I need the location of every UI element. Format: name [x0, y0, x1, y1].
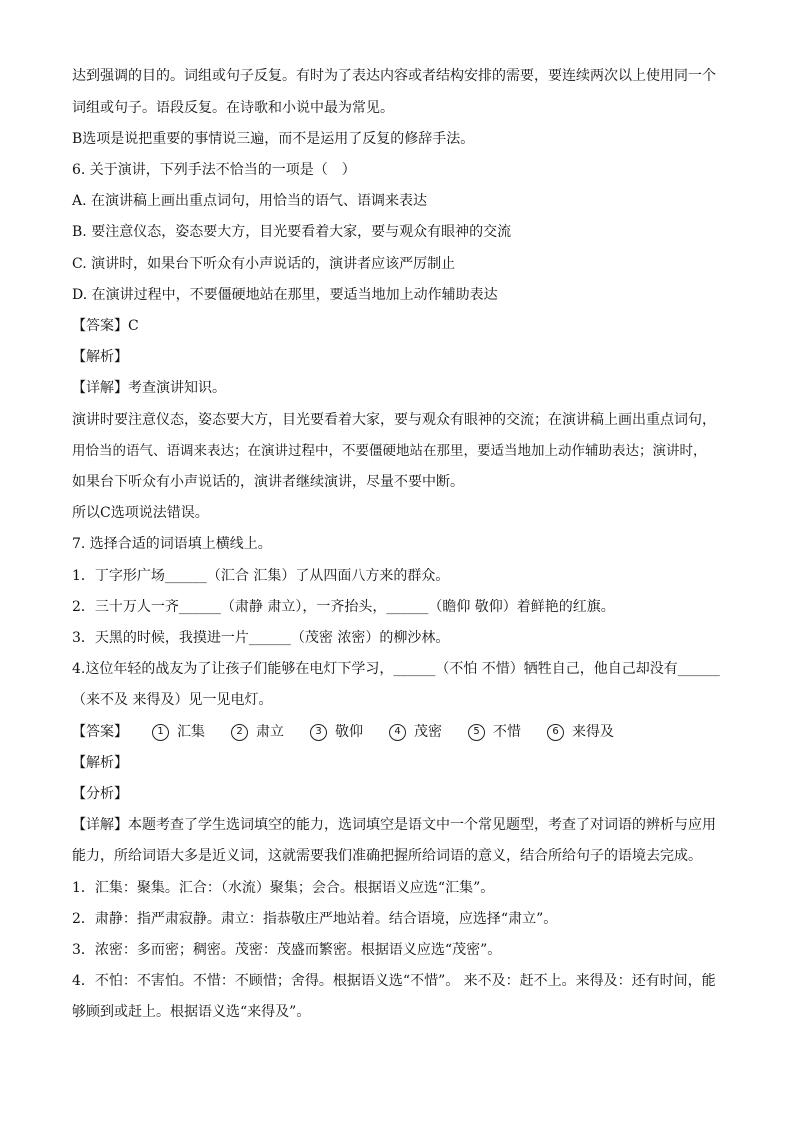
analyze-heading: 【分析】	[72, 786, 128, 802]
answer-item	[389, 722, 442, 742]
circled-number: 1	[152, 724, 169, 741]
answer-text: 不惜	[493, 724, 521, 740]
circled-number: 5	[468, 724, 485, 741]
analysis-heading: 【解析】	[72, 349, 128, 365]
q7-item-4-cont: （来不及 来得及）见一见电灯。	[72, 692, 273, 708]
answer-item	[310, 722, 363, 742]
answer-text: 来得及	[572, 724, 614, 740]
text-line: 如果台下听众有小声说话的，演讲者继续演讲，尽量不要中断。	[72, 474, 464, 490]
answer-text: 汇集	[177, 724, 205, 740]
question-7-stem: 7. 选择合适的词语填上横线上。	[72, 536, 272, 552]
text-line: 用恰当的语气、语调来表达；在演讲过程中，不要僵硬地站在那里，要适当地加上动作辅助表达；演讲时，	[72, 443, 707, 459]
option-a: A. 在演讲稿上画出重点词句，用恰当的语气、语调来表达	[72, 193, 428, 209]
text-line: 够顾到或赶上。根据语义选“来得及”。	[72, 1004, 311, 1020]
answer-item	[231, 722, 284, 742]
answer-text: 敬仰	[335, 724, 363, 740]
text-line: 1．汇集：聚集。汇合：（水流）聚集；会合。根据语义应选“汇集”。	[72, 880, 495, 896]
q7-item-3: 3．天黑的时候，我摸进一片______（茂密 浓密）的柳沙林。	[72, 630, 450, 646]
answer-text: 茂密	[414, 724, 442, 740]
question-6-stem: 6. 关于演讲，下列手法不恰当的一项是（ ）	[72, 162, 356, 178]
answer-label: 【答案】	[72, 724, 128, 740]
circled-number: 6	[547, 724, 564, 741]
answer-text: 肃立	[256, 724, 284, 740]
text-line: 达到强调的目的。词组或句子反复。有时为了表达内容或者结构安排的需要，要连续两次以上使用同一个	[72, 68, 716, 84]
text-line: 3．浓密：多而密；稠密。茂密：茂盛而繁密。根据语义应选“茂密”。	[72, 942, 502, 958]
text-line: B选项是说把重要的事情说三遍，而不是运用了反复的修辞手法。	[72, 131, 475, 147]
answer-item	[152, 722, 205, 742]
text-line: 2．肃静：指严肃寂静。肃立：指恭敬庄严地站着。结合语境，应选择“肃立”。	[72, 911, 558, 927]
option-c: C. 演讲时，如果台下听众有小声说话的，演讲者应该严厉制止	[72, 256, 456, 272]
circled-number: 3	[310, 724, 327, 741]
option-b: B. 要注意仪态，姿态要大方，目光要看着大家，要与观众有眼神的交流	[72, 224, 512, 240]
circled-number: 2	[231, 724, 248, 741]
text-line: 4．不怕：不害怕。不惜：不顾惜；舍得。根据语义选“不惜”。 来不及：赶不上。来得及：还有时间，能	[72, 973, 716, 989]
text-line: 演讲时要注意仪态，姿态要大方，目光要看着大家，要与观众有眼神的交流；在演讲稿上画出重点词句，	[72, 412, 716, 428]
answer-6: 【答案】C	[72, 318, 139, 334]
q7-item-2: 2．三十万人一齐______（肃静 肃立），一齐抬头，______（瞻仰 敬仰）着鲜艳的红旗。	[72, 599, 615, 615]
option-d: D. 在演讲过程中，不要僵硬地站在那里，要适当地加上动作辅助表达	[72, 287, 498, 303]
answer-item	[547, 722, 614, 742]
text-line: 能力，所给词语大多是近义词，这就需要我们准确把握所给词语的意义，结合所给句子的语境去完成。	[72, 848, 702, 864]
text-line: 所以C选项说法错误。	[72, 505, 209, 521]
text-line: 【详解】本题考查了学生选词填空的能力，选词填空是语文中一个常见题型，考查了对词语的辨析与应用	[72, 817, 716, 833]
text-line: 词组或句子。语段反复。在诗歌和小说中最为常见。	[72, 100, 394, 116]
analysis-heading: 【解析】	[72, 755, 128, 771]
answer-7-row	[72, 722, 724, 742]
detail-heading: 【详解】考查演讲知识。	[72, 380, 226, 396]
circled-number: 4	[389, 724, 406, 741]
q7-item-1: 1．丁字形广场______（汇合 汇集）了从四面八方来的群众。	[72, 568, 450, 584]
q7-item-4: 4.这位年轻的战友为了让孩子们能够在电灯下学习，______（不怕 不惜）牺牲自己，他自己却没有______	[72, 661, 720, 677]
answer-item	[468, 722, 521, 742]
